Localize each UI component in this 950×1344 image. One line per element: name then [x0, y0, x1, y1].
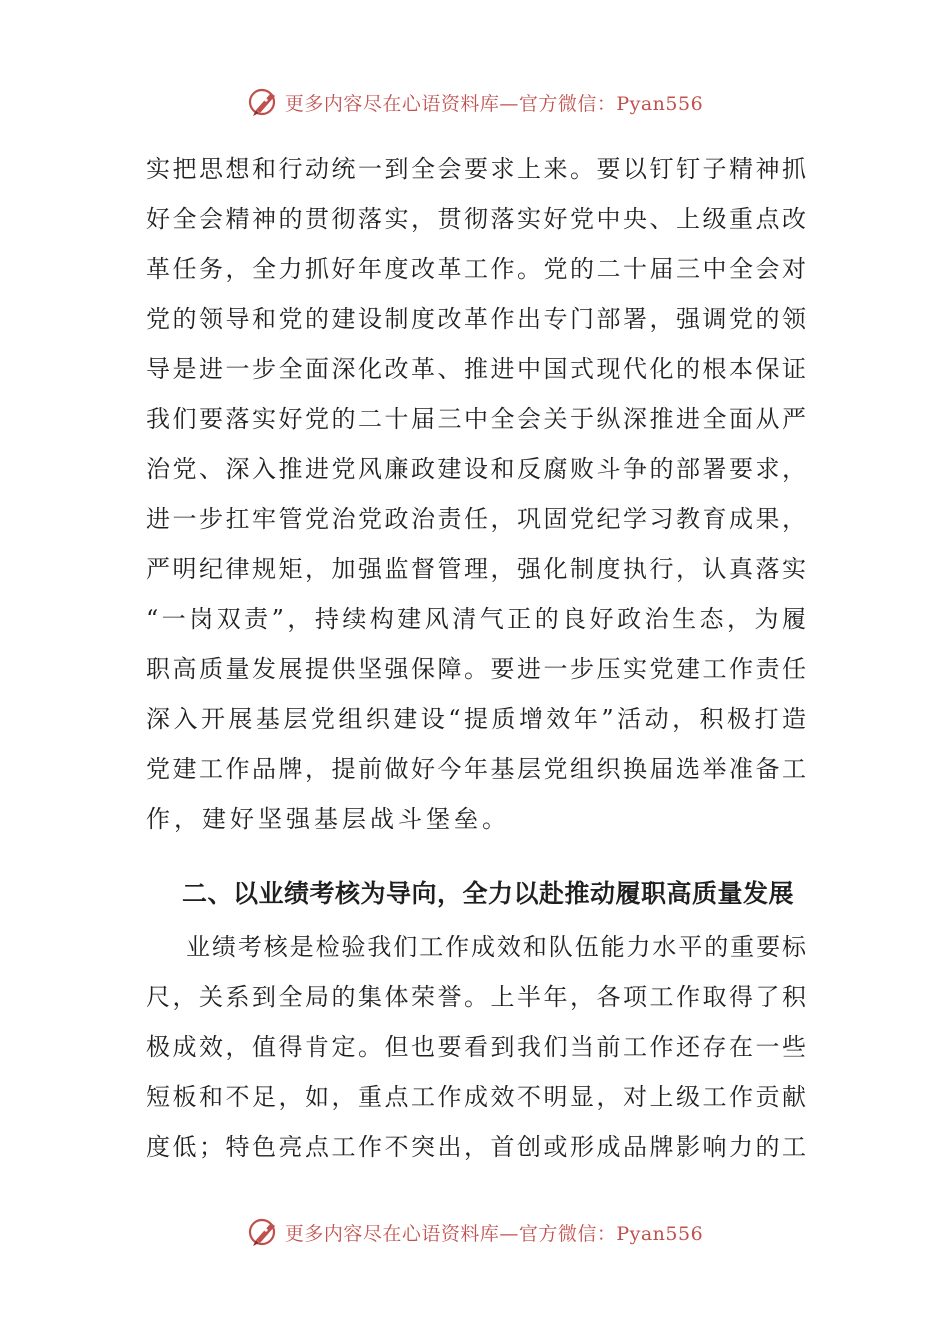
- text-line: 作，建好坚强基层战斗堡垒。: [146, 805, 510, 833]
- text-line: 职高质量发展提供坚强保障。要进一步压实党建工作责任: [146, 655, 806, 683]
- text-line: 治党、深入推进党风廉政建设和反腐败斗争的部署要求，: [146, 455, 806, 483]
- text-line: 党建工作品牌，提前做好今年基层党组织换届选举准备工: [146, 755, 806, 783]
- header-banner-text: 更多内容尽在心语资料库—官方微信：Pyan556: [284, 92, 704, 115]
- text-line: 尺，关系到全局的集体荣誉。上半年，各项工作取得了积: [146, 983, 806, 1011]
- pen-logo-icon: [247, 1215, 281, 1249]
- text-line: 革任务，全力抓好年度改革工作。党的二十届三中全会对: [146, 255, 806, 283]
- text-line: 导是进一步全面深化改革、推进中国式现代化的根本保证: [146, 355, 806, 383]
- text-line: 严明纪律规矩，加强监督管理，强化制度执行，认真落实: [146, 555, 806, 583]
- text-line: 我们要落实好党的二十届三中全会关于纵深推进全面从严: [146, 405, 806, 433]
- text-line: “一岗双责”，持续构建风清气正的良好政治生态，为履: [146, 605, 806, 633]
- text-line: 度低；特色亮点工作不突出，首创或形成品牌影响力的工: [146, 1133, 806, 1161]
- text-line: 好全会精神的贯彻落实，贯彻落实好党中央、上级重点改: [146, 205, 806, 233]
- paragraph-2: [146, 927, 806, 1177]
- text-line: 业绩考核是检验我们工作成效和队伍能力水平的重要标: [186, 933, 806, 961]
- header-banner: [0, 82, 950, 122]
- paragraph-1: [146, 149, 806, 849]
- text-line: 深入开展基层党组织建设“提质增效年”活动，积极打造: [146, 705, 806, 733]
- document-body: [146, 149, 806, 1177]
- text-line: 进一步扛牢管党治党政治责任，巩固党纪学习教育成果，: [146, 505, 806, 533]
- pen-logo-icon: [247, 85, 281, 119]
- section-heading: 二、以业绩考核为导向，全力以赴推动履职高质量发展: [182, 879, 795, 908]
- footer-banner: [0, 1212, 950, 1252]
- text-line: 实把思想和行动统一到全会要求上来。要以钉钉子精神抓: [146, 155, 806, 183]
- footer-banner-text: 更多内容尽在心语资料库—官方微信：Pyan556: [284, 1222, 704, 1245]
- text-line: 短板和不足，如，重点工作成效不明显，对上级工作贡献: [146, 1083, 806, 1111]
- text-line: 极成效，值得肯定。但也要看到我们当前工作还存在一些: [146, 1033, 806, 1061]
- text-line: 党的领导和党的建设制度改革作出专门部署，强调党的领: [146, 305, 806, 333]
